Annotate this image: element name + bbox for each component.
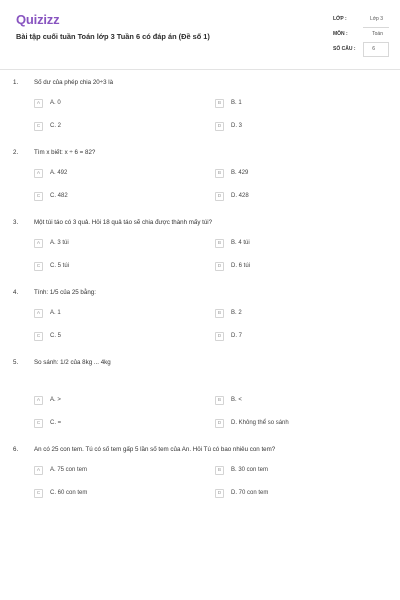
meta-row-count [333, 44, 389, 59]
meta-value: Lớp 3 [369, 16, 383, 22]
option-text: C. 482 [50, 193, 68, 199]
option-text: C. 60 con tem [50, 490, 88, 496]
question-number: 2. [13, 149, 19, 156]
question-text: Số dư của phép chia 20÷3 là [34, 79, 114, 86]
option-text: D. 6 túi [231, 263, 251, 269]
option-letter-box: D [215, 192, 224, 201]
meta-value: Toán [372, 31, 383, 37]
option-text: C. = [50, 420, 62, 426]
option-letter-box: A [34, 396, 43, 405]
worksheet-meta [333, 14, 389, 59]
meta-label: SỐ CÂU : [333, 46, 356, 52]
option-text: A. > [50, 397, 61, 403]
option-letter-box: A [34, 309, 43, 318]
option-letter-box: A [34, 239, 43, 248]
meta-value: 6 [372, 46, 375, 52]
question-text: Tính: 1/5 của 25 bằng: [34, 289, 96, 296]
option-letter-box: B [215, 396, 224, 405]
question-number: 6. [13, 446, 19, 453]
option-text: B. 2 [231, 310, 242, 316]
option-letter-box: C [34, 122, 43, 131]
option-letter-box: B [215, 309, 224, 318]
meta-label: LỚP : [333, 16, 347, 22]
option-letter-box: C [34, 192, 43, 201]
question-text: Tìm x biết: x ÷ 6 = 82? [34, 149, 96, 156]
option-letter-box: D [215, 122, 224, 131]
option-text: C. 5 túi [50, 263, 70, 269]
option-letter-box: B [215, 169, 224, 178]
option-text: B. 429 [231, 170, 249, 176]
option-text: A. 75 con tem [50, 467, 88, 473]
meta-label: MÔN : [333, 31, 348, 37]
option-letter-box: D [215, 332, 224, 341]
option-text: D. 3 [231, 123, 243, 129]
quizizz-logo: Quizizz [16, 12, 60, 27]
option-text: C. 2 [50, 123, 62, 129]
option-letter-box: B [215, 466, 224, 475]
question-text: So sánh: 1/2 của 8kg ... 4kg [34, 359, 111, 366]
option-letter-box: A [34, 99, 43, 108]
meta-divider [363, 27, 389, 28]
option-text: B. 1 [231, 100, 242, 106]
meta-box [363, 42, 389, 57]
option-letter-box: D [215, 262, 224, 271]
option-letter-box: D [215, 419, 224, 428]
question-number: 1. [13, 79, 19, 86]
option-text: A. 1 [50, 310, 61, 316]
option-text: B. 30 con tem [231, 467, 269, 473]
option-letter-box: D [215, 489, 224, 498]
question-number: 3. [13, 219, 19, 226]
option-letter-box: C [34, 332, 43, 341]
option-letter-box: C [34, 262, 43, 271]
question-number: 4. [13, 289, 19, 296]
option-letter-box: A [34, 466, 43, 475]
option-letter-box: C [34, 489, 43, 498]
question-number: 5. [13, 359, 19, 366]
question-text: Một túi táo có 3 quả. Hỏi 18 quả táo sẽ chia được thành mấy túi? [34, 219, 213, 226]
meta-row-class [333, 14, 389, 29]
option-text: C. 5 [50, 333, 62, 339]
option-text: D. Không thể so sánh [231, 420, 289, 426]
question-text: An có 25 con tem. Tú có số tem gấp 5 lần số tem của An. Hỏi Tú có bao nhiêu con tem? [34, 446, 276, 453]
option-letter-box: B [215, 239, 224, 248]
option-text: B. < [231, 397, 242, 403]
option-text: D. 428 [231, 193, 249, 199]
option-text: A. 3 túi [50, 240, 69, 246]
option-letter-box: B [215, 99, 224, 108]
option-text: D. 70 con tem [231, 490, 269, 496]
option-text: A. 0 [50, 100, 61, 106]
option-text: B. 4 túi [231, 240, 250, 246]
worksheet-title: Bài tập cuối tuần Toán lớp 3 Tuần 6 có đáp án (Đề số 1) [16, 32, 210, 41]
option-letter-box: A [34, 169, 43, 178]
worksheet-header [0, 0, 400, 70]
option-letter-box: C [34, 419, 43, 428]
option-text: A. 492 [50, 170, 68, 176]
option-text: D. 7 [231, 333, 243, 339]
